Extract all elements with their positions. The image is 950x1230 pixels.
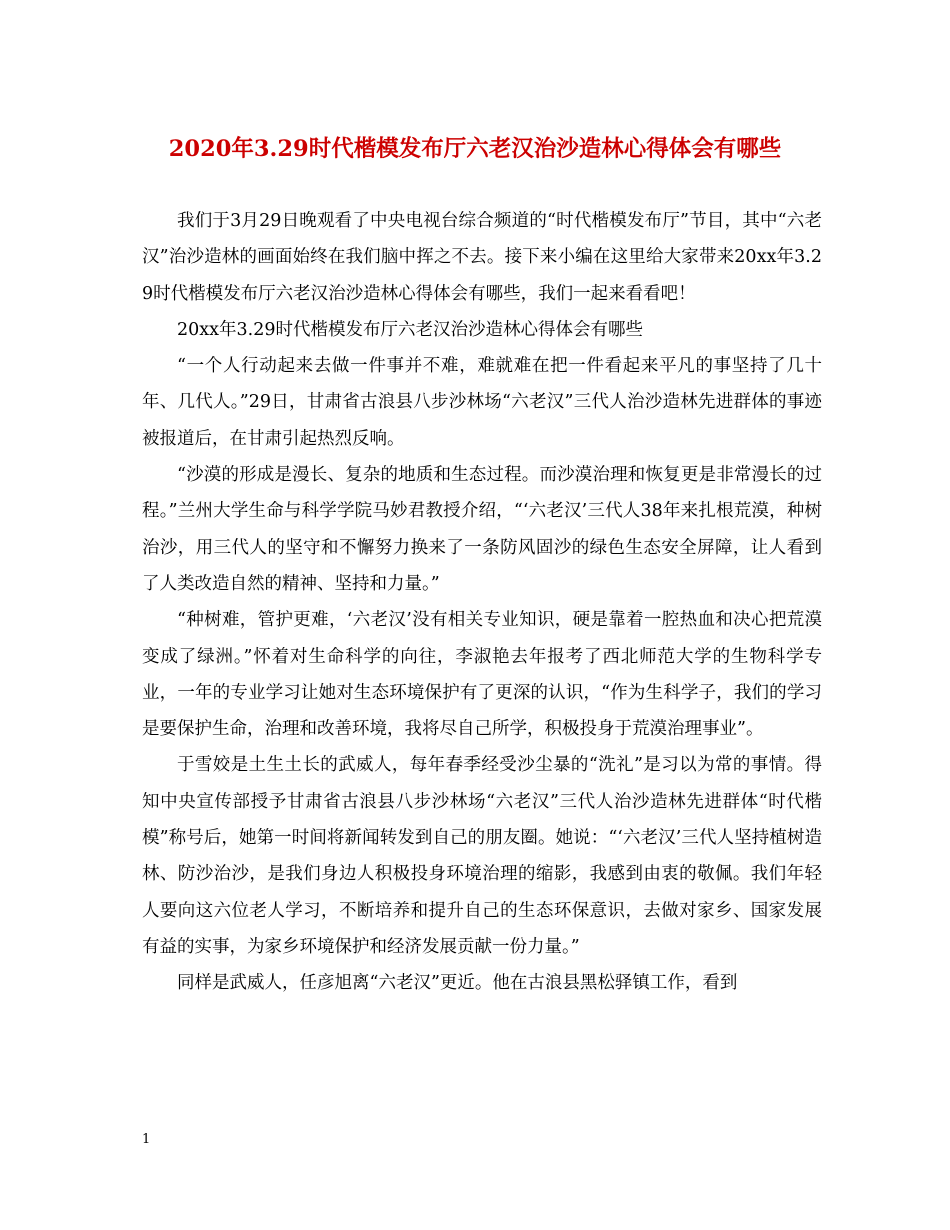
paragraph-quote-1: “一个人行动起来去做一件事并不难，难就难在把一件看起来平凡的事坚持了几十年、几代人。”29日，甘肃省古浪县八步沙林场“六老汉”三代人治沙造林先进群体的事迹被报道后，在甘肃引起热烈反响。	[142, 356, 822, 449]
paragraph-quote-2: “沙漠的形成是漫长、复杂的地质和生态过程。而沙漠治理和恢复更是非常漫长的过程。”兰州大学生命与科学学院马妙君教授介绍，“‘六老汉’三代人38年来扎根荒漠，种树治沙，用三代人的坚守和不懈努力换来了一条防风固沙的绿色生态安全屏障，让人看到了人类改造自然的精神、坚持和力量。”	[142, 465, 822, 594]
document-body	[142, 203, 822, 1002]
paragraph-intro: 我们于3月29日晚观看了中央电视台综合频道的“时代楷模发布厅”节目，其中“六老汉”治沙造林的画面始终在我们脑中挥之不去。接下来小编在这里给大家带来20xx年3.29时代楷模发布厅六老汉治沙造林心得体会有哪些，我们一起来看看吧！	[142, 211, 822, 304]
page-number: 1	[142, 1132, 151, 1147]
paragraph-subtitle: 20xx年3.29时代楷模发布厅六老汉治沙造林心得体会有哪些	[177, 319, 643, 340]
paragraph-yu-xuejiao: 于雪姣是土生土长的武威人，每年春季经受沙尘暴的“洗礼”是习以为常的事情。得知中央宣传部授予甘肃省古浪县八步沙林场“六老汉”三代人治沙造林先进群体“时代楷模”称号后，她第一时间将新闻转发到自己的朋友圈。她说：“‘六老汉’三代人坚持植树造林、防沙治沙，是我们身边人积极投身环境治理的缩影，我感到由衷的敬佩。我们年轻人要向这六位老人学习，不断培养和提升自己的生态环保意识，去做对家乡、国家发展有益的实事，为家乡环境保护和经济发展贡献一份力量。”	[142, 755, 822, 957]
paragraph-quote-3: “种树难，管护更难，‘六老汉’没有相关专业知识，硬是靠着一腔热血和决心把荒漠变成了绿洲。”怀着对生命科学的向往，李淑艳去年报考了西北师范大学的生物科学专业，一年的专业学习让她对生态环境保护有了更深的认识，“作为生科学子，我们的学习是要保护生命，治理和改善环境，我将尽自己所学，积极投身于荒漠治理事业”。	[142, 610, 822, 740]
paragraph-ren-yanxu: 同样是武威人，任彦旭离“六老汉”更近。他在古浪县黑松驿镇工作，看到	[177, 973, 738, 994]
document-title: 2020年3.29时代楷模发布厅六老汉治沙造林心得体会有哪些	[168, 136, 782, 162]
